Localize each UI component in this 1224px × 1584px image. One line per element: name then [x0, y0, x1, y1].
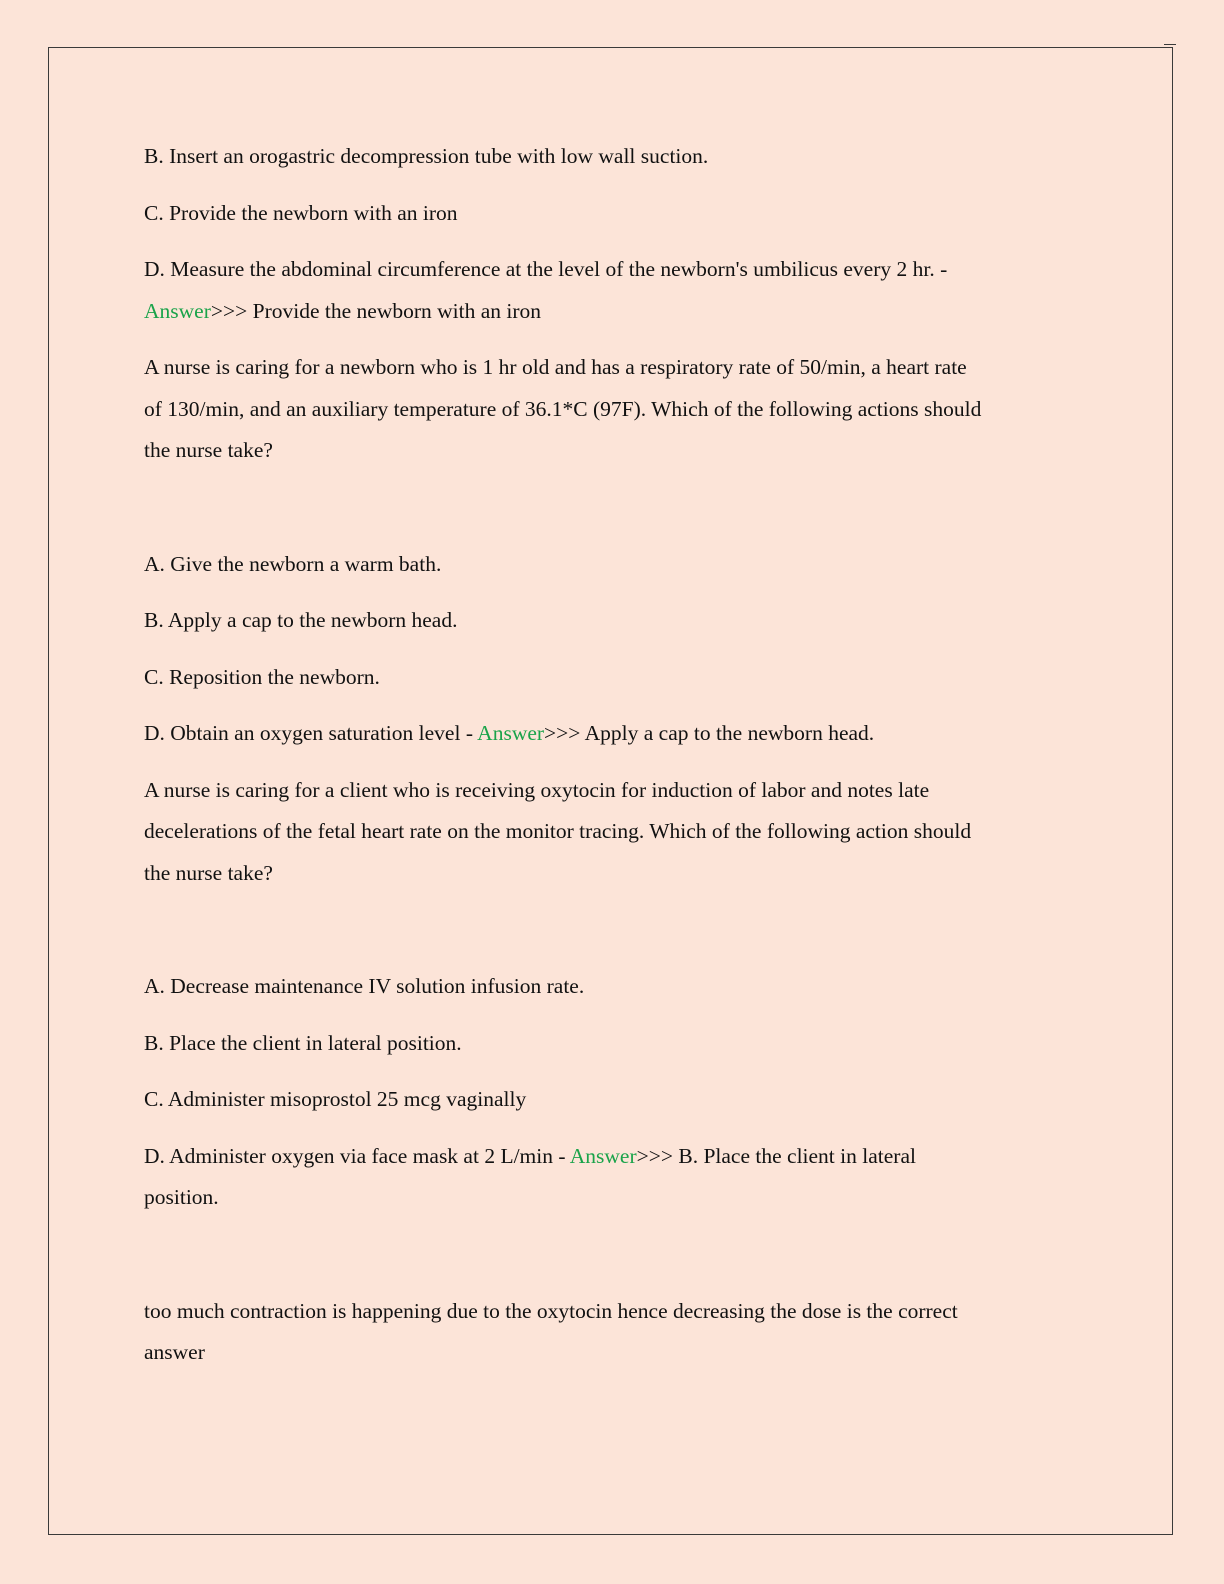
paragraph-q2-stem [144, 347, 1089, 472]
text-line [144, 1023, 1089, 1065]
text-line [144, 1332, 1089, 1374]
text-segment: position. [144, 1185, 219, 1209]
text-segment: >>> B. Place the client in lateral [636, 1143, 916, 1168]
text-segment: >>> Provide the newborn with an iron [210, 298, 542, 323]
text-segment: D. Measure the abdominal circumference at the level of the newborn's umbilicus every 2 hr. - [144, 257, 948, 281]
text-line [144, 136, 1089, 178]
text-line [144, 544, 1089, 586]
paragraph-q3-a [144, 966, 1089, 1008]
text-line [144, 853, 1089, 895]
paragraph-q1-b [144, 136, 1089, 178]
text-line [144, 1136, 1089, 1178]
text-line [144, 249, 1089, 291]
answer-label: Answer [144, 298, 211, 323]
text-segment: the nurse take? [144, 438, 273, 462]
paragraph-spacer [144, 1234, 1089, 1291]
text-line [144, 430, 1089, 472]
answer-label: Answer [477, 721, 545, 745]
paragraph-q3-stem [144, 770, 1089, 895]
text-line [144, 291, 1089, 333]
text-segment: B. Place the client in lateral position. [144, 1030, 462, 1055]
text-line [144, 600, 1089, 642]
text-line [144, 1079, 1089, 1121]
text-segment: B. Insert an orogastric decompression tube with low wall suction. [144, 144, 709, 168]
document-body [144, 136, 1089, 1389]
text-segment: the nurse take? [144, 860, 273, 885]
text-segment: A nurse is caring for a client who is receiving oxytocin for induction of labor and notes late [144, 777, 930, 802]
text-line [144, 966, 1089, 1008]
text-segment: D. Obtain an oxygen saturation level - [144, 721, 478, 745]
text-line [144, 713, 1089, 755]
text-segment: A nurse is caring for a newborn who is 1 hr old and has a respiratory rate of 50/min, a heart rate [144, 355, 967, 379]
text-segment: A. Decrease maintenance IV solution infusion rate. [144, 974, 585, 998]
text-segment: D. Administer oxygen via face mask at 2 L/min - [144, 1143, 570, 1168]
paragraph-spacer [144, 487, 1089, 544]
text-line [144, 657, 1089, 699]
paragraph-q3-c [144, 1079, 1089, 1121]
paragraph-note [144, 1291, 1089, 1374]
text-segment: C. Provide the newborn with an iron [144, 200, 458, 225]
paragraph-q3-b [144, 1023, 1089, 1065]
paragraph-q2-b [144, 600, 1089, 642]
text-line [144, 389, 1089, 431]
text-segment: of 130/min, and an auxiliary temperature of 36.1*C (97F). Which of the following actions should [144, 396, 982, 421]
text-segment: C. Administer misoprostol 25 mcg vaginally [144, 1087, 527, 1111]
text-line [144, 770, 1089, 812]
text-segment: decelerations of the fetal heart rate on the monitor tracing. Which of the following action should [144, 819, 972, 843]
paragraph-q1-d [144, 249, 1089, 332]
text-line [144, 193, 1089, 235]
page-border-tick [1164, 44, 1176, 45]
paragraph-spacer [144, 909, 1089, 966]
paragraph-q2-a [144, 544, 1089, 586]
text-line [144, 1177, 1089, 1219]
paragraph-q2-c [144, 657, 1089, 699]
text-segment: answer [144, 1340, 205, 1364]
text-segment: >>> Apply a cap to the newborn head. [544, 721, 875, 745]
text-line [144, 811, 1089, 853]
text-segment: too much contraction is happening due to the oxytocin hence decreasing the dose is the correct [144, 1298, 958, 1323]
paragraph-q2-d [144, 713, 1089, 755]
paragraph-q1-c [144, 193, 1089, 235]
text-line [144, 1291, 1089, 1333]
text-segment: B. Apply a cap to the newborn head. [144, 608, 458, 632]
text-segment: C. Reposition the newborn. [144, 664, 380, 689]
paragraph-q3-d [144, 1136, 1089, 1219]
answer-label: Answer [569, 1143, 637, 1168]
text-line [144, 347, 1089, 389]
text-segment: A. Give the newborn a warm bath. [144, 551, 442, 576]
